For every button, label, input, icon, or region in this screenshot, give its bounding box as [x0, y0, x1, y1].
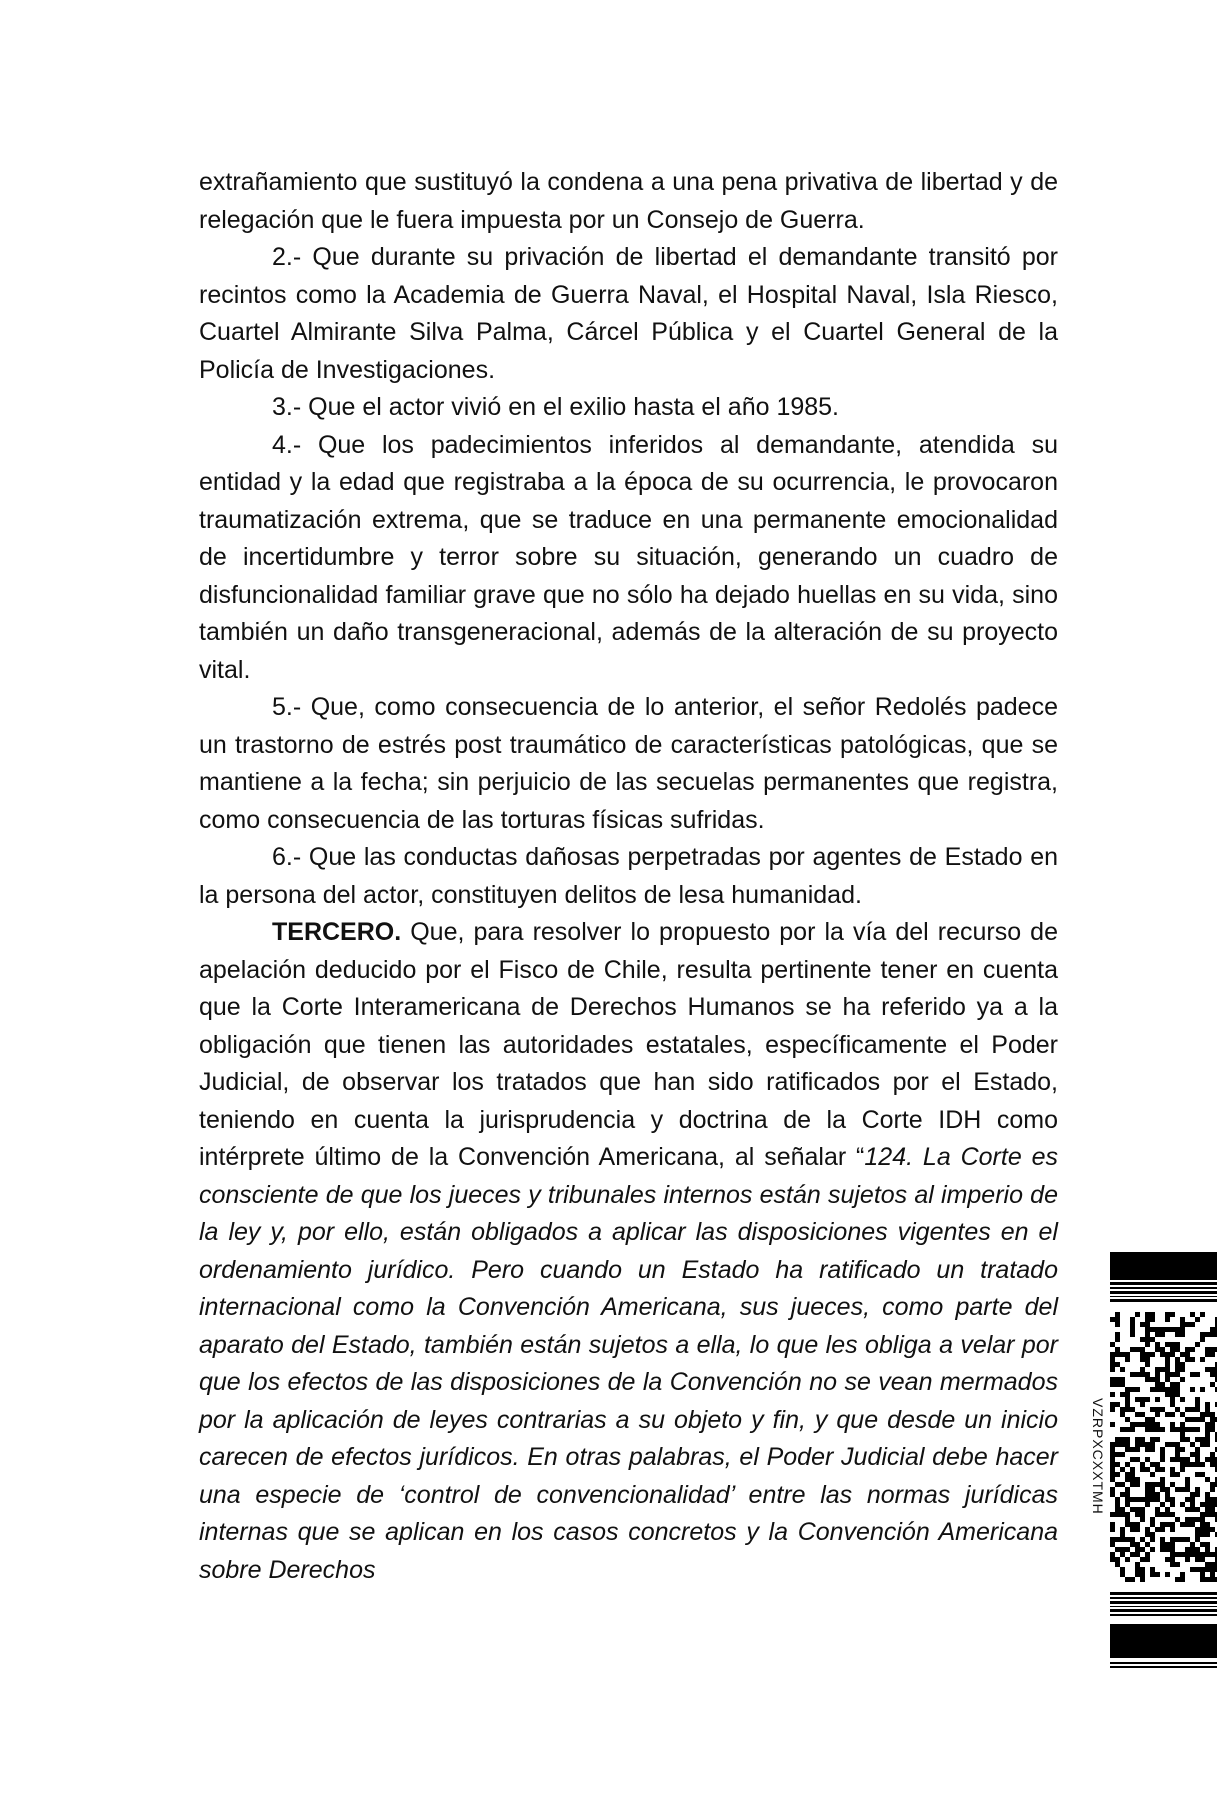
paragraph-item-4: 4.- Que los padecimientos inferidos al demandante, atendida su entidad y la edad que registraba a la época de su ocurrencia, le provocaron traumatización extrema, que se traduce en una permanente emocionalidad de incertidumbre y terror sobre su situación, generando un cuadro de disfuncionalidad familiar grave que no sólo ha dejado huellas en su vida, sino también un daño transgeneracional, además de la alteración de su proyecto vital.	[199, 430, 1058, 684]
paragraph-item-6: 6.- Que las conductas dañosas perpetradas por agentes de Estado en la persona del actor, constituyen delitos de lesa humanidad.	[199, 843, 1058, 909]
paragraph-continuation: extrañamiento que sustituyó la condena a una pena privativa de libertad y de relegación que le fuera impuesta por un Consejo de Guerra.	[199, 168, 1058, 234]
paragraph-tercero-body: Que, para resolver lo propuesto por la vía del recurso de apelación deducido por el Fisco de Chile, resulta pertinente tener en cuenta que la Corte Interamericana de Derechos Humanos se ha referido ya a la obligación que tienen las autoridades estatales, específicamente el Poder Judicial, de observar los tratados que han sido ratificados por el Estado, teniendo en cuenta la jurisprudencia y doctrina de la Corte IDH como intérprete último de la Convención Americana, al señalar “	[199, 918, 1058, 1171]
paragraph-tercero	[199, 914, 1058, 1589]
paragraph-item-2: 2.- Que durante su privación de libertad el demandante transitó por recintos como la Academia de Guerra Naval, el Hospital Naval, Isla Riesco, Cuartel Almirante Silva Palma, Cárcel Pública y el Cuartel General de la Policía de Investigaciones.	[199, 243, 1058, 384]
barcode-icon	[1110, 1252, 1217, 1672]
paragraph-item-3: 3.- Que el actor vivió en el exilio hasta el año 1985.	[272, 393, 840, 421]
document-body	[199, 164, 1058, 1589]
paragraph-item-5: 5.- Que, como consecuencia de lo anterior, el señor Redolés padece un trastorno de estrés post traumático de características patológicas, que se mantiene a la fecha; sin perjuicio de las secuelas permanentes que registra, como consecuencia de las torturas físicas sufridas.	[199, 693, 1058, 834]
section-heading-tercero: TERCERO.	[272, 918, 402, 946]
verification-code: VZRPXCXXTMH	[1090, 1398, 1106, 1515]
quoted-court-text: 124. La Corte es consciente de que los jueces y tribunales internos están sujetos al imperio de la ley y, por ello, están obligados a aplicar las disposiciones vigentes en el ordenamiento jurídico. Pero cuando un Estado ha ratificado un tratado internacional como la Convención Americana, sus jueces, como parte del aparato del Estado, también están sujetos a ella, lo que les obliga a velar por que los efectos de las disposiciones de la Convención no se vean mermados por la aplicación de leyes contrarias a su objeto y fin, y que desde un inicio carecen de efectos jurídicos. En otras palabras, el Poder Judicial debe hacer una especie de ‘control de convencionalidad’ entre las normas jurídicas internas que se aplican en los casos concretos y la Convención Americana sobre Derechos	[199, 1143, 1058, 1584]
